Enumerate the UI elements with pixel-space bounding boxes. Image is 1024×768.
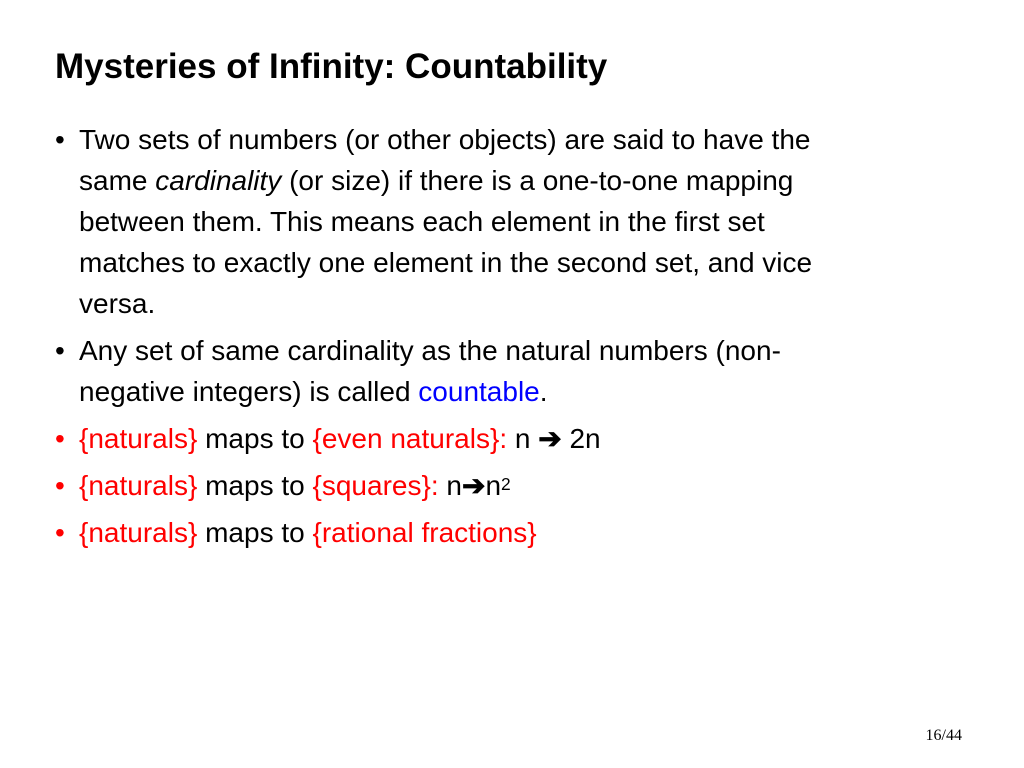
set-naturals: {naturals} [79,470,198,501]
bullet-text: . [539,376,548,407]
bullet-line: Two sets of numbers (or other objects) are said to have the [79,124,811,155]
maps-to-text: maps to [197,423,313,454]
set-rational-fractions: {rational fractions} [312,517,537,548]
arrow-icon: ➔ [538,423,562,454]
bullet-line: Any set of same cardinality as the natural numbers (non- [79,335,781,366]
arrow-icon: ➔ [461,470,486,501]
page-number: 16/44 [925,727,962,744]
maps-to-text: maps to [197,470,313,501]
set-naturals: {naturals} [79,517,198,548]
set-naturals: {naturals} [79,423,198,454]
countable-term: countable [418,376,540,407]
mapping-rule: n [485,470,502,501]
maps-to-text: maps to [197,517,313,548]
bullet-rational-fractions [55,512,990,553]
bullet-marker: • [55,124,65,155]
set-squares: {squares}: [312,470,439,501]
bullet-marker: • [55,335,65,366]
bullet-marker: • [55,470,65,501]
bullet-text: negative integers) is called [79,376,419,407]
mapping-rule: 2n [561,423,601,454]
bullet-squares [55,465,990,506]
bullet-line: versa. [79,288,156,319]
bullet-line: matches to exactly one element in the second set, and vice [79,247,813,278]
bullet-text: (or size) if there is a one-to-one mapping [281,165,794,196]
bullet-cardinality-definition [55,119,990,324]
set-even-naturals: {even naturals}: [312,423,508,454]
bullet-countable-definition [55,330,990,412]
bullet-text: same [79,165,156,196]
cardinality-term: cardinality [155,165,282,196]
slide-title: Mysteries of Infinity: Countability [55,47,608,86]
bullet-list [55,119,990,559]
mapping-rule: n [507,423,539,454]
bullet-marker: • [55,423,65,454]
bullet-line: between them. This means each element in the first set [79,206,765,237]
bullet-even-naturals [55,418,990,459]
exponent: 2 [501,473,511,494]
mapping-rule: n [438,470,462,501]
bullet-marker: • [55,517,65,548]
